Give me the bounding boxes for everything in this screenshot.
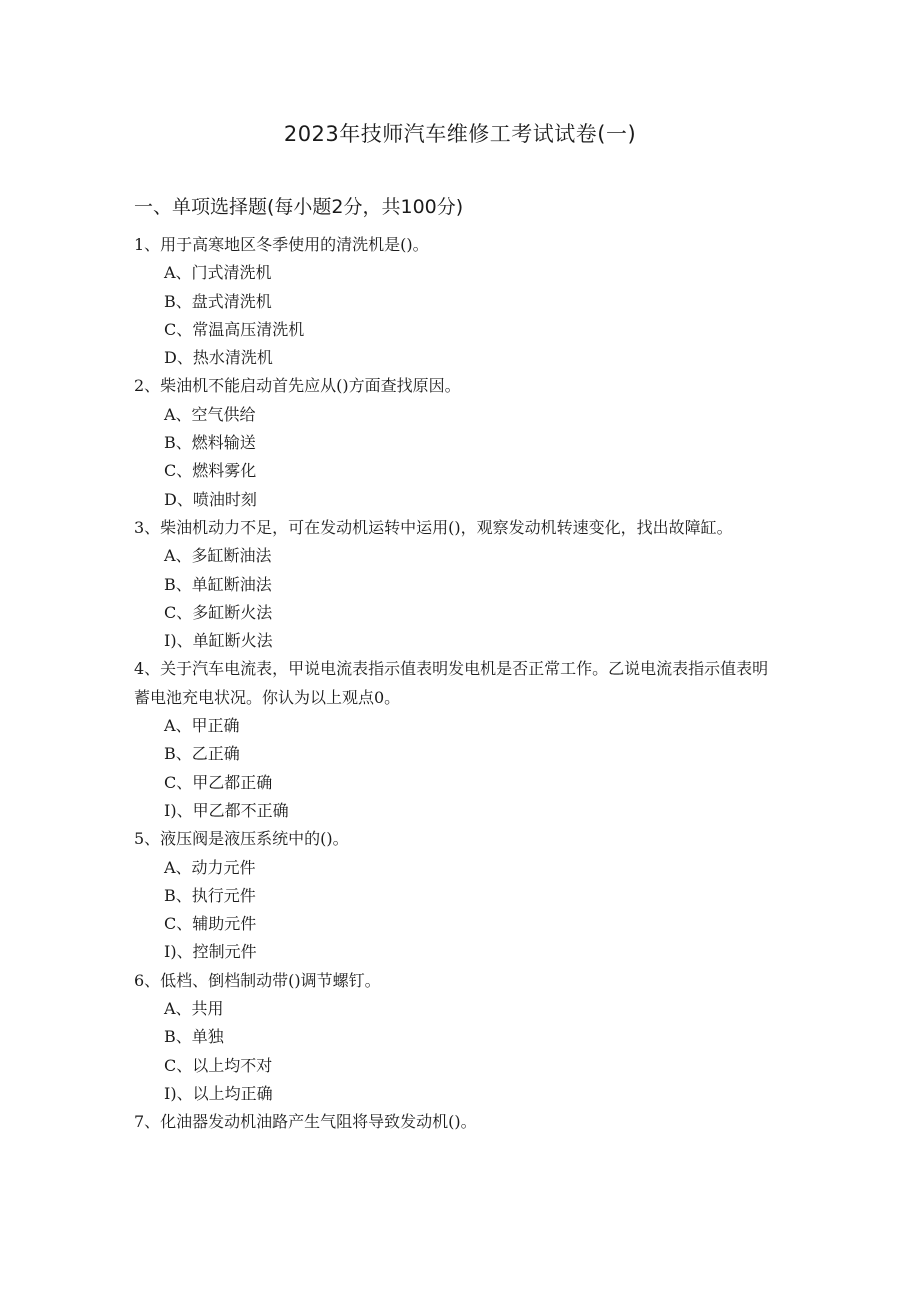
answer-option: C、甲乙都正确: [164, 772, 273, 792]
answer-option: I)、单缸断火法: [164, 631, 273, 651]
option-list: [134, 995, 784, 1108]
answer-option: A、多缸断油法: [164, 546, 272, 566]
question-stem: 5、液压阀是液压系统中的()。: [134, 829, 349, 849]
question-stem: 6、低档、倒档制动带()调节螺钉。: [134, 970, 381, 990]
section-heading: 一、单项选择题(每小题2分，共100分): [134, 196, 464, 218]
question-stem: 3、柴油机动力不足，可在发动机运转中运用()，观察发动机转速变化，找出故障缸。: [134, 517, 733, 537]
option-list: [134, 259, 784, 372]
answer-option: C、辅助元件: [164, 914, 257, 934]
question-stem: 2、柴油机不能启动首先应从()方面查找原因。: [134, 376, 461, 396]
answer-option: B、执行元件: [164, 885, 256, 905]
question-item: [134, 1108, 784, 1136]
answer-option: I)、甲乙都不正确: [164, 800, 289, 820]
answer-option: I)、以上均正确: [164, 1083, 273, 1103]
option-list: [134, 712, 784, 825]
exam-title: 2023年技师汽车维修工考试试卷(一): [283, 122, 637, 146]
answer-option: C、燃料雾化: [164, 461, 257, 481]
answer-option: B、单缸断油法: [164, 574, 272, 594]
answer-option: B、乙正确: [164, 744, 240, 764]
answer-option: B、燃料输送: [164, 433, 256, 453]
answer-option: C、多缸断火法: [164, 602, 273, 622]
answer-option: A、动力元件: [164, 857, 256, 877]
question-item: [134, 514, 784, 655]
answer-option: D、喷油时刻: [164, 489, 257, 509]
answer-option: B、盘式清洗机: [164, 291, 272, 311]
option-list: [134, 854, 784, 967]
answer-option: D、热水清洗机: [164, 348, 273, 368]
question-item: [134, 825, 784, 966]
answer-option: A、甲正确: [164, 716, 240, 736]
option-list: [134, 401, 784, 514]
answer-option: A、共用: [164, 999, 224, 1019]
question-stem: 1、用于高寒地区冬季使用的清洗机是()。: [134, 235, 429, 254]
answer-option: B、单独: [164, 1027, 224, 1047]
question-list: [134, 231, 784, 1137]
question-stem: 7、化油器发动机油路产生气阻将导致发动机()。: [134, 1112, 477, 1132]
question-stem: 4、关于汽车电流表，甲说电流表指示值表明发电机是否正常工作。乙说电流表指示值表明蓄电池充电状况。你认为以上观点0。: [134, 659, 769, 707]
answer-option: A、门式清洗机: [164, 263, 272, 283]
answer-option: I)、控制元件: [164, 942, 257, 962]
answer-option: C、常温高压清洗机: [164, 319, 305, 339]
question-item: [134, 372, 784, 513]
option-list: [134, 542, 784, 655]
question-item: [134, 967, 784, 1108]
question-item: [134, 231, 784, 372]
answer-option: A、空气供给: [164, 404, 256, 424]
answer-option: C、以上均不对: [164, 1055, 273, 1075]
question-item: [134, 655, 784, 825]
